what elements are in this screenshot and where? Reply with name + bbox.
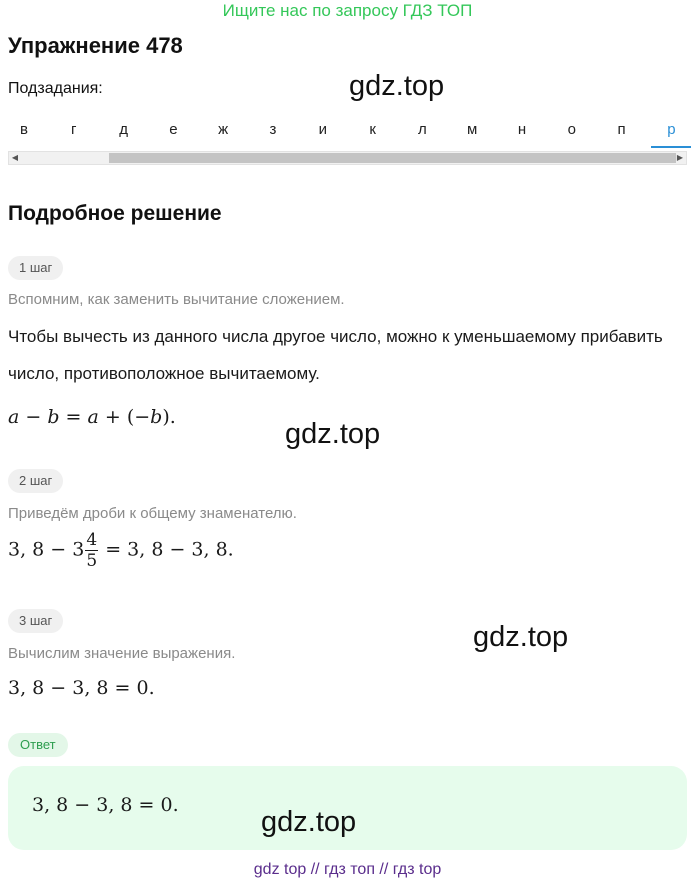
subtask-tab[interactable]: к: [369, 121, 376, 138]
step-text: Чтобы вычесть из данного числа другое число, можно к уменьшаемому прибавить число, противоположное вычитаемому.: [8, 327, 663, 383]
scroll-left-arrow-icon[interactable]: ◀: [11, 153, 19, 162]
horizontal-scrollbar[interactable]: [8, 151, 687, 165]
step-formula: a − b = a + (−b).: [8, 406, 176, 428]
answer-badge: Ответ: [8, 733, 68, 757]
watermark: gdz.top: [349, 70, 445, 102]
watermark: gdz.top: [473, 621, 569, 653]
subtask-tab[interactable]: д: [119, 121, 128, 138]
subtask-tab[interactable]: о: [567, 121, 576, 138]
subtask-tab[interactable]: л: [418, 121, 427, 138]
step-badge: 1 шаг: [8, 256, 63, 280]
footer-links[interactable]: gdz top // гдз топ // гдз top: [253, 861, 442, 878]
watermark: gdz.top: [261, 806, 357, 838]
subtask-tab[interactable]: в: [20, 121, 28, 138]
subtask-tabs: [0, 118, 695, 148]
exercise-title: Упражнение 478: [8, 33, 183, 58]
scrollbar-thumb[interactable]: [109, 153, 676, 163]
subtask-tab[interactable]: м: [467, 121, 478, 138]
fraction: $\frac{4}{5}$: [86, 530, 98, 571]
subtasks-label: Подзадания:: [8, 80, 103, 97]
scroll-right-arrow-icon[interactable]: ▶: [676, 153, 684, 162]
step-badge: 3 шаг: [8, 609, 63, 633]
subtask-tab[interactable]: е: [169, 121, 178, 138]
top-banner: Ищите нас по запросу ГДЗ ТОП: [222, 1, 473, 20]
subtask-tab[interactable]: з: [269, 121, 277, 138]
step-formula: 3, 8 − 3 $\frac{4}{5}$ = 3, 8 − 3, 8.: [8, 530, 234, 571]
subtask-tab[interactable]: п: [617, 121, 626, 138]
subtask-tab[interactable]: и: [318, 121, 327, 138]
subtask-tab[interactable]: г: [71, 121, 77, 138]
watermark: gdz.top: [285, 418, 381, 450]
subtask-tab[interactable]: н: [517, 121, 527, 138]
step-badge: 2 шаг: [8, 469, 63, 493]
subtask-tab[interactable]: ж: [218, 121, 229, 138]
step-formula: 3, 8 − 3, 8 = 0.: [8, 677, 155, 699]
section-title: Подробное решение: [8, 202, 222, 225]
subtask-tab[interactable]: р: [651, 118, 691, 148]
answer-formula: 3, 8 − 3, 8 = 0.: [32, 794, 179, 816]
step-hint: Приведём дроби к общему знаменателю.: [8, 505, 297, 522]
step-hint: Вспомним, как заменить вычитание сложением.: [8, 291, 345, 308]
step-hint: Вычислим значение выражения.: [8, 645, 236, 662]
